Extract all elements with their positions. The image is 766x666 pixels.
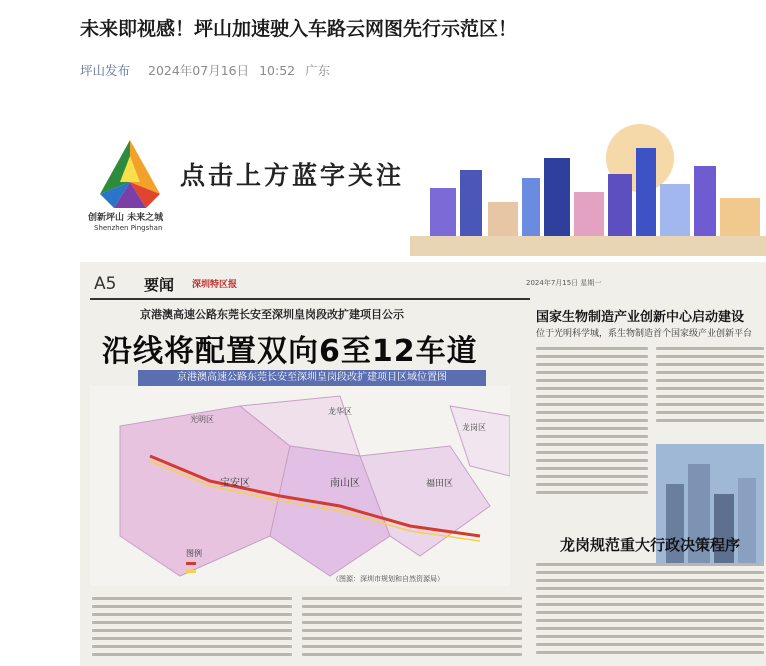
publish-time: 10:52	[259, 63, 296, 78]
right-column-headline-2: 龙岗规范重大行政决策程序	[560, 536, 741, 554]
right-column-body	[536, 342, 648, 499]
map-label-baoan: 宝安区	[220, 478, 250, 489]
article-title: 未来即视感！坪山加速驶入车路云网图先行示范区！	[80, 18, 518, 40]
map-label-futian: 福田区	[426, 479, 454, 489]
publish-location: 广东	[305, 63, 331, 78]
follow-prompt: 点击上方蓝字关注	[180, 161, 405, 190]
map-caption: （图源：深圳市规划和自然资源局）	[332, 575, 444, 583]
right-column-body-3	[536, 558, 764, 659]
newspaper-masthead: 深圳特区报	[192, 280, 238, 290]
district-map	[90, 386, 510, 586]
map-label-longhua: 龙华区	[328, 407, 352, 416]
pingshan-logo-icon	[90, 136, 170, 216]
follow-banner-image	[80, 118, 766, 256]
right-column-body-2	[656, 342, 764, 427]
right-column-headline: 国家生物制造产业创新中心启动建设	[536, 310, 745, 325]
newspaper-page-number: A5	[94, 274, 117, 294]
map-label-longgang: 龙岗区	[462, 423, 486, 432]
newspaper-headline: 沿线将配置双向6至12车道	[102, 334, 478, 369]
divider	[90, 298, 530, 300]
account-name-link[interactable]: 坪山发布	[80, 63, 131, 78]
newspaper-section: 要闻	[144, 276, 175, 294]
article-body-middle	[302, 592, 522, 661]
right-column-subhead: 位于光明科学城，系生物制造首个国家级产业创新平台	[536, 329, 753, 339]
logo-caption-en: Shenzhen Pingshan	[94, 224, 163, 232]
city-skyline-illustration	[410, 118, 766, 256]
logo-caption: 创新坪山 未来之城	[88, 213, 164, 223]
map-title-bar: 京港澳高速公路东莞长安至深圳皇岗段改扩建项目区域位置图	[138, 370, 486, 386]
map-label-guangming: 光明区	[190, 415, 214, 424]
map-legend-title: 图例	[186, 549, 202, 558]
newspaper-page-image	[80, 262, 766, 666]
publish-date: 2024年07月16日	[148, 63, 250, 78]
article-body-left	[92, 592, 292, 661]
map-label-nanshan: 南山区	[330, 478, 360, 489]
newspaper-date-line: 2024年7月15日 星期一	[526, 279, 602, 287]
newspaper-kicker: 京港澳高速公路东莞长安至深圳皇岗段改扩建项目公示	[140, 308, 404, 321]
article-meta	[80, 61, 336, 79]
